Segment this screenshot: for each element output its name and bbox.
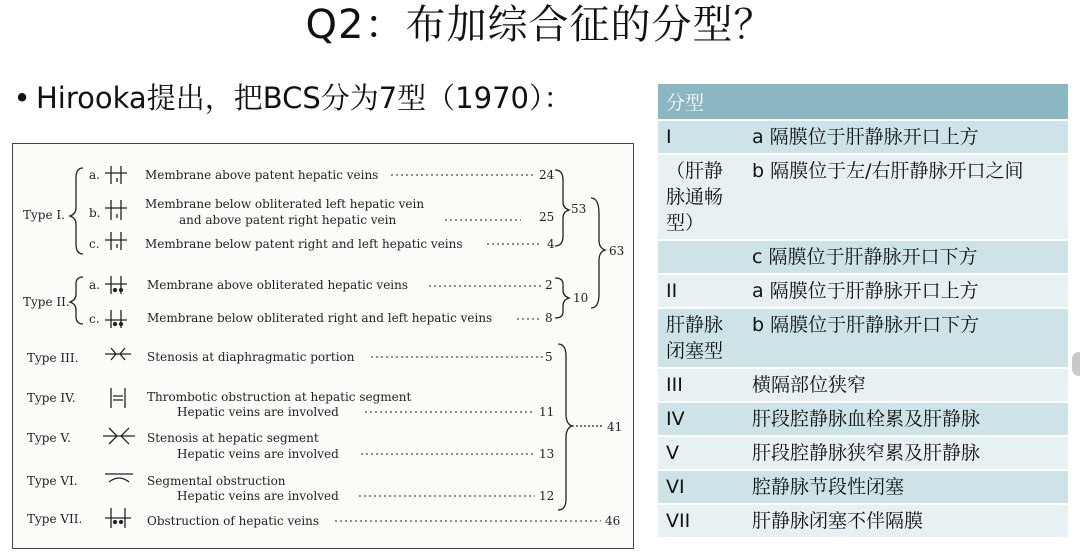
- bullet-line: [8, 78, 573, 118]
- sub-c-type1: c.: [89, 237, 100, 251]
- type-cell: VI: [658, 470, 744, 504]
- count-type3: 5: [545, 350, 553, 364]
- description-cell: b 隔膜位于左/右肝静脉开口之间: [744, 154, 1068, 240]
- table-row: [658, 504, 1068, 538]
- count-type5: 13: [539, 447, 555, 461]
- table-row: [658, 470, 1068, 504]
- label-type4: Type IV.: [27, 391, 76, 405]
- description-cell: a 隔膜位于肝静脉开口上方: [744, 120, 1068, 154]
- bullet-text: Hirooka提出，把BCS分为7型（1970）：: [36, 81, 573, 115]
- desc-type5-line1: Stenosis at hepatic segment: [147, 431, 319, 445]
- bracket-53: [555, 170, 569, 246]
- bullet-dot: •: [13, 81, 31, 115]
- table-row: [658, 240, 1068, 274]
- count-type37-total: 41: [607, 420, 623, 434]
- count-type2c: 8: [545, 311, 553, 325]
- description-cell: 横隔部位狭窄: [744, 368, 1068, 402]
- type-cell: V: [658, 436, 744, 470]
- count-type1c: 4: [547, 237, 555, 251]
- label-type3: Type III.: [27, 351, 79, 365]
- description-cell: 肝段腔静脉血栓累及肝静脉: [744, 402, 1068, 436]
- bracket-41: [558, 344, 572, 510]
- count-type6: 12: [539, 489, 555, 503]
- sub-b-type1: b.: [89, 206, 101, 220]
- desc-type1b-line2: and above patent right hepatic vein: [179, 213, 397, 227]
- desc-type4-line2: Hepatic veins are involved: [177, 405, 339, 419]
- sub-c-type2: c.: [89, 312, 100, 326]
- label-type2: Type II.: [23, 295, 70, 309]
- description-cell: 肝段腔静脉狭窄累及肝静脉: [744, 436, 1068, 470]
- brace-type2: [70, 277, 83, 324]
- desc-type3: Stenosis at diaphragmatic portion: [147, 350, 355, 364]
- table-row: [658, 154, 1068, 240]
- type-cell: [658, 240, 744, 274]
- count-type1-total: 53: [571, 202, 587, 216]
- table-header-row: [658, 84, 1068, 120]
- table-row: [658, 274, 1068, 308]
- desc-type6-line1: Segmental obstruction: [147, 474, 286, 488]
- brace-type1: [70, 168, 83, 254]
- description-cell: 肝静脉闭塞不伴隔膜: [744, 504, 1068, 538]
- description-cell: c 隔膜位于肝静脉开口下方: [744, 240, 1068, 274]
- count-type7: 46: [605, 514, 621, 528]
- table-row: [658, 436, 1068, 470]
- count-type12-total: 63: [609, 244, 625, 258]
- desc-type1c: Membrane below patent right and left hepatic veins: [145, 237, 463, 251]
- bracket-63: [591, 198, 605, 308]
- hirooka-figure: [12, 143, 634, 549]
- table-row: [658, 120, 1068, 154]
- label-type5: Type V.: [27, 431, 71, 445]
- desc-type1a: Membrane above patent hepatic veins: [145, 168, 379, 182]
- label-type7: Type VII.: [27, 512, 83, 526]
- side-scroll-handle[interactable]: [1072, 352, 1080, 376]
- description-cell: 腔静脉节段性闭塞: [744, 470, 1068, 504]
- description-cell: b 隔膜位于肝静脉开口下方: [744, 308, 1068, 368]
- description-cell: a 隔膜位于肝静脉开口上方: [744, 274, 1068, 308]
- header-description: [744, 84, 1068, 120]
- desc-type1b-line1: Membrane below obliterated left hepatic vein: [145, 197, 425, 211]
- table-row: [658, 308, 1068, 368]
- vessel-icons: [103, 166, 135, 528]
- desc-type7: Obstruction of hepatic veins: [147, 514, 320, 528]
- classification-table: [658, 84, 1068, 539]
- desc-type2a: Membrane above obliterated hepatic veins: [147, 278, 409, 292]
- label-type6: Type VI.: [27, 474, 78, 488]
- desc-type4-line1: Thrombotic obstruction at hepatic segment: [147, 390, 412, 404]
- type-cell: III: [658, 368, 744, 402]
- type-cell: 肝静脉闭塞型: [658, 308, 744, 368]
- table-row: [658, 402, 1068, 436]
- count-type1b: 25: [539, 210, 555, 224]
- table-row: [658, 368, 1068, 402]
- count-type4: 11: [539, 405, 555, 419]
- sub-a-type1: a.: [89, 168, 100, 182]
- bracket-10: [555, 278, 569, 318]
- count-type2-total: 10: [573, 291, 589, 305]
- type-cell: I: [658, 120, 744, 154]
- type-cell: VII: [658, 504, 744, 538]
- desc-type2c: Membrane below obliterated right and left hepatic veins: [147, 311, 493, 325]
- type-cell: IV: [658, 402, 744, 436]
- desc-type6-line2: Hepatic veins are involved: [177, 489, 339, 503]
- type-cell: II: [658, 274, 744, 308]
- slide-title: Q2：布加综合征的分型？: [305, 2, 775, 48]
- count-type2a: 2: [545, 278, 553, 292]
- count-type1a: 24: [539, 168, 555, 182]
- header-type: 分型: [658, 84, 744, 120]
- desc-type5-line2: Hepatic veins are involved: [177, 447, 339, 461]
- label-type1: Type I.: [23, 208, 65, 222]
- type-cell: （肝静脉通畅型）: [658, 154, 744, 240]
- sub-a-type2: a.: [89, 278, 100, 292]
